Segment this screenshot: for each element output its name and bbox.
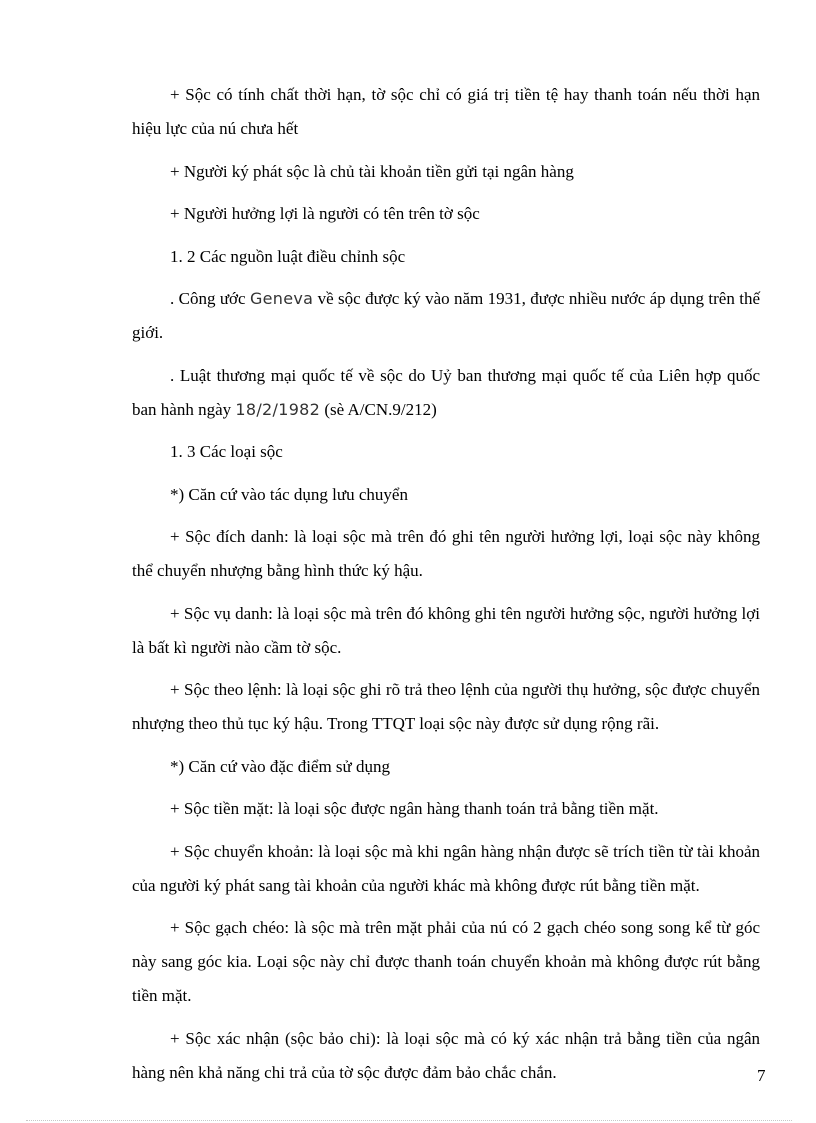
page-bottom-divider [26, 1120, 792, 1121]
paragraph-international-law [132, 359, 760, 427]
issue-date: 18/2/1982 [235, 399, 321, 419]
convention-name: Geneva [249, 289, 314, 308]
paragraph-order-cheque: + Sộc theo lệnh: là loại sộc ghi rõ trả theo lệnh của người thụ hưởng, sộc được chuyển nhượng theo thủ tục ký hậu. Trong TTQT loại sộc này được sử dụng rộng rãi. [132, 680, 760, 733]
text-run: về sộc được ký vào năm 1931, được nhiều nước áp dụng trên thế giới. [132, 289, 760, 342]
section-heading-legal-sources: 1. 2 Các nguồn luật điều chỉnh sộc [170, 246, 406, 266]
paragraph-cash-cheque: + Sộc tiền mặt: là loại sộc được ngân hàng thanh toán trả bằng tiền mặt. [170, 799, 659, 818]
paragraph-transfer-cheque: + Sộc chuyển khoản: là loại sộc mà khi ngân hàng nhận được sẽ trích tiền từ tài khoản của người ký phát sang tài khoản của người khác mà không được rút bằng tiền mặt. [132, 841, 760, 895]
text-run: . Luật thương mại quốc tế về sộc do Uỷ ban thương mại quốc tế của Liên hợp quốc ban hành ngày [132, 365, 760, 419]
paragraph-crossed-cheque: + Sộc gạch chéo: là sộc mà trên mặt phải của nú có 2 gạch chéo song song kể từ góc này sang góc kia. Loại sộc này chỉ được thanh toán chuyển khoản mà không được rút bằng tiền mặt. [132, 918, 760, 1005]
paragraph-cheque-beneficiary: + Người hưởng lợi là người có tên trên tờ sộc [170, 204, 480, 223]
paragraph-geneva-convention [132, 282, 760, 350]
page-number: 7 [757, 1066, 766, 1085]
paragraph-cheque-drawer: + Người ký phát sộc là chủ tài khoản tiền gửi tại ngân hàng [170, 161, 574, 181]
paragraph-named-cheque: + Sộc đích danh: là loại sộc mà trên đó ghi tên người hưởng lợi, loại sộc này không thể chuyển nhượng bằng hình thức ký hậu. [132, 527, 760, 580]
subheading-usage: *) Căn cứ vào đặc điểm sử dụng [170, 756, 391, 776]
text-run: . Công ước [170, 289, 250, 308]
subheading-circulation: *) Căn cứ vào tác dụng lưu chuyển [170, 484, 408, 504]
paragraph-cheque-validity: + Sộc có tính chất thời hạn, tờ sộc chỉ có giá trị tiền tệ hay thanh toán nếu thời hạn hiệu lực của nú chưa hết [132, 85, 760, 138]
page-body [132, 78, 760, 1090]
section-heading-cheque-types: 1. 3 Các loại sộc [170, 442, 283, 461]
text-run: (sè A/CN.9/212) [320, 399, 437, 419]
paragraph-bearer-cheque: + Sộc vụ danh: là loại sộc mà trên đó không ghi tên người hưởng sộc, người hưởng lợi là bất kì người nào cầm tờ sộc. [132, 603, 760, 657]
paragraph-certified-cheque: + Sộc xác nhận (sộc bảo chi): là loại sộc mà có ký xác nhận trả bằng tiền của ngân hàng nên khả năng chi trả của tờ sộc được đảm bảo chắc chắn. [132, 1028, 760, 1082]
